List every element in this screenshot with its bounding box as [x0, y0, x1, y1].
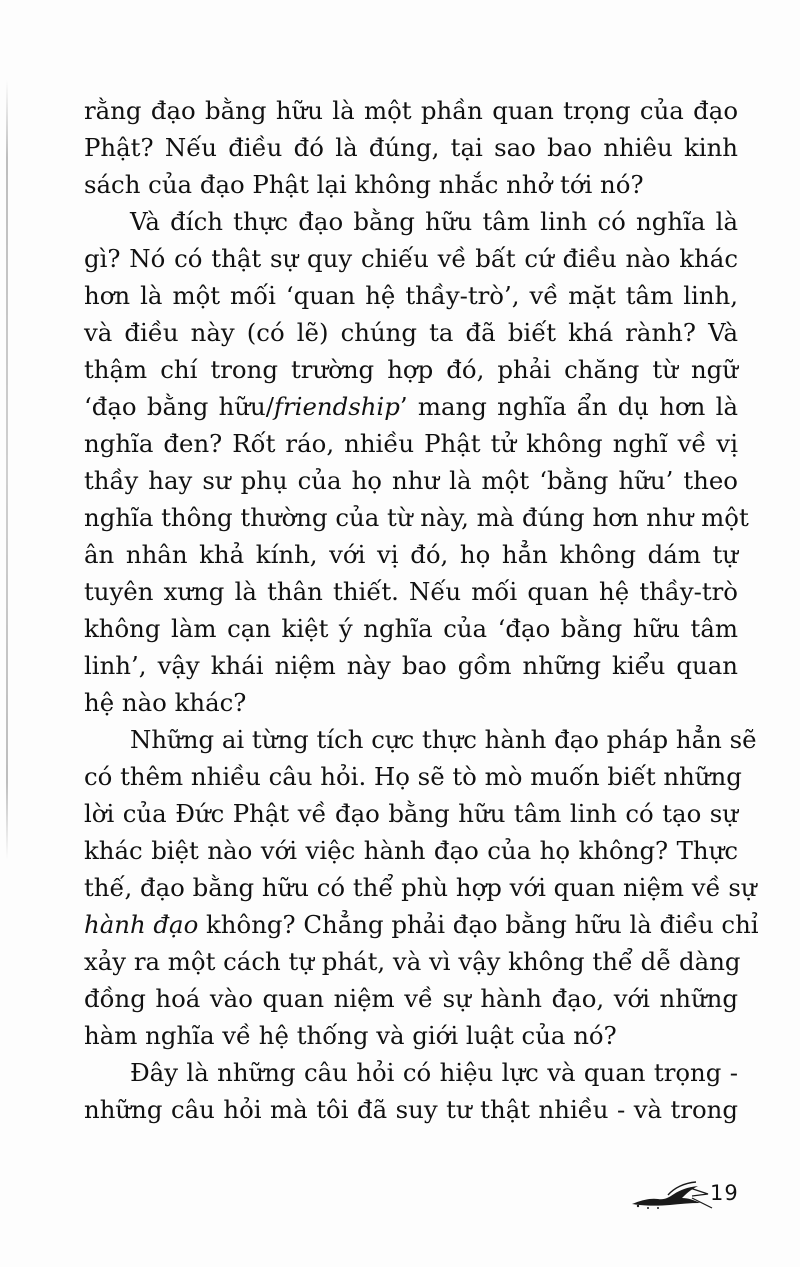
text-line: khác biệt nào với việc hành đạo của họ không? Thực — [84, 836, 738, 865]
page-number: 19 — [710, 1181, 739, 1205]
text-line: nghĩa thông thường của từ này, mà đúng hơn như một — [84, 503, 749, 532]
text-line: có thêm nhiều câu hỏi. Họ sẽ tò mò muốn biết những — [84, 762, 742, 791]
italic-term: friendship — [273, 392, 400, 421]
text-line: linh’, vậy khái niệm này bao gồm những kiểu quan — [84, 651, 738, 680]
text-fragment: ‘đạo bằng hữu/ — [84, 392, 274, 421]
text-line: thế, đạo bằng hữu có thể phù hợp với quan niệm về sự — [84, 873, 757, 902]
text-line: lời của Đức Phật về đạo bằng hữu tâm linh có tạo sự — [84, 799, 738, 828]
text-line: hệ nào khác? — [84, 688, 247, 717]
text-line: thầy hay sư phụ của họ như là một ‘bằng hữu’ theo — [84, 466, 738, 495]
text-line: sách của đạo Phật lại không nhắc nhở tới nó? — [84, 170, 644, 199]
text-line: và điều này (có lẽ) chúng ta đã biết khá rành? Và — [84, 318, 738, 347]
page-edge-shadow — [6, 80, 8, 860]
text-line-with-italic — [84, 388, 738, 425]
text-line: Và đích thực đạo bằng hữu tâm linh có nghĩa là — [130, 207, 738, 236]
text-line: Phật? Nếu điều đó là đúng, tại sao bao nhiêu kinh — [84, 133, 738, 162]
page-footer — [628, 1178, 748, 1212]
text-line: không làm cạn kiệt ý nghĩa của ‘đạo bằng hữu tâm — [84, 614, 738, 643]
text-fragment: ’ mang nghĩa ẩn dụ hơn là — [399, 392, 738, 421]
text-line: hơn là một mối ‘quan hệ thầy-trò’, về mặt tâm linh, — [84, 281, 738, 310]
text-line: Đây là những câu hỏi có hiệu lực và quan trọng - — [130, 1058, 738, 1087]
text-fragment: không? Chẳng phải đạo bằng hữu là điều chỉ — [198, 910, 759, 939]
body-text — [84, 92, 759, 1128]
bird-ornament-icon — [628, 1178, 714, 1212]
text-line: ân nhân khả kính, với vị đó, họ hẳn không dám tự — [84, 540, 738, 569]
text-line-with-italic — [84, 906, 759, 943]
text-line: xảy ra một cách tự phát, và vì vậy không thể dễ dàng — [84, 947, 741, 976]
paragraph-3 — [84, 721, 759, 1054]
paragraph-1 — [84, 92, 738, 203]
text-line: rằng đạo bằng hữu là một phần quan trọng của đạo — [84, 96, 738, 125]
text-line: đồng hoá vào quan niệm về sự hành đạo, với những — [84, 984, 738, 1013]
text-line: gì? Nó có thật sự quy chiếu về bất cứ điều nào khác — [84, 244, 738, 273]
text-line: nghĩa đen? Rốt ráo, nhiều Phật tử không nghĩ về vị — [84, 429, 738, 458]
text-line: Những ai từng tích cực thực hành đạo pháp hẳn sẽ — [130, 725, 757, 754]
paragraph-2 — [84, 203, 749, 721]
italic-term: hành đạo — [84, 910, 199, 939]
text-line: hàm nghĩa về hệ thống và giới luật của nó? — [84, 1021, 617, 1050]
text-line: tuyên xưng là thân thiết. Nếu mối quan hệ thầy-trò — [84, 577, 738, 606]
text-line: những câu hỏi mà tôi đã suy tư thật nhiều - và trong — [84, 1095, 738, 1124]
paragraph-4 — [84, 1054, 738, 1128]
text-line: thậm chí trong trường hợp đó, phải chăng từ ngữ — [84, 355, 738, 384]
